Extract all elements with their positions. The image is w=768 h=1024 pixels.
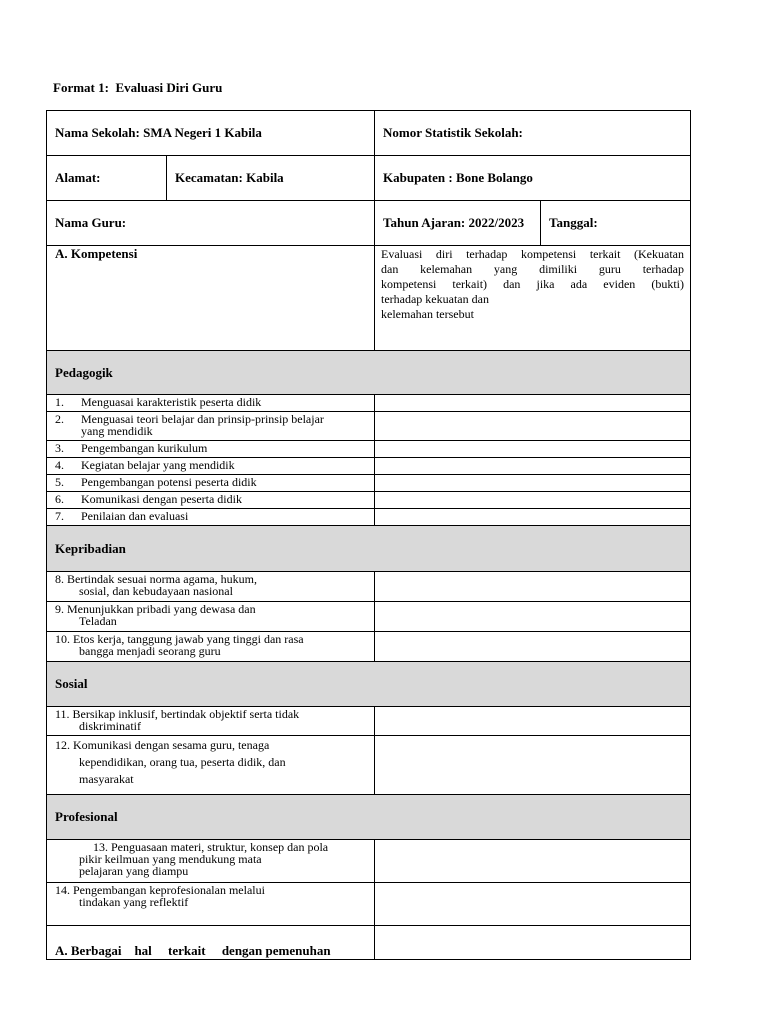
list-item: 8. Bertindak sesuai norma agama, hukum, sosial, dan kebudayaan nasional [46,571,375,602]
evaluation-input-6[interactable] [374,491,691,509]
evaluation-input-3[interactable] [374,440,691,458]
alamat-cell: Alamat: [46,155,167,201]
kecamatan-cell: Kecamatan: Kabila [166,155,375,201]
footer-row-cell[interactable] [374,925,691,960]
section-pedagogik: Pedagogik [46,350,691,395]
tanggal-cell: Tanggal: [540,200,691,246]
list-item: 1. Menguasai karakteristik peserta didik [46,394,375,412]
list-item: 9. Menunjukkan pribadi yang dewasa dan Teladan [46,601,375,632]
kabupaten-cell: Kabupaten : Bone Bolango [374,155,691,201]
list-item: 10. Etos kerja, tanggung jawab yang tinggi dan rasa bangga menjadi seorang guru [46,631,375,662]
section-kepribadian: Kepribadian [46,525,691,572]
evaluation-input-5[interactable] [374,474,691,492]
evaluation-input-10[interactable] [374,631,691,662]
list-item: 5. Pengembangan potensi peserta didik [46,474,375,492]
list-item: 11. Bersikap inklusif, bertindak objektif serta tidak diskriminatif [46,706,375,736]
list-item: 2. Menguasai teori belajar dan prinsip-prinsip belajar yang mendidik [46,411,375,441]
evaluation-input-4[interactable] [374,457,691,475]
evaluation-input-8[interactable] [374,571,691,602]
evaluation-input-14[interactable] [374,882,691,926]
list-item: 12. Komunikasi dengan sesama guru, tenaga kependidikan, orang tua, peserta didik, dan masyarakat [46,735,375,795]
list-item: 6. Komunikasi dengan peserta didik [46,491,375,509]
evaluation-table [46,110,691,960]
evaluation-input-1[interactable] [374,394,691,412]
nama-guru-cell: Nama Guru: [46,200,375,246]
list-item: 13. Penguasaan materi, struktur, konsep dan pola pikir keilmuan yang mendukung mata pelajaran yang diampu [46,839,375,883]
document-title: Format 1: Evaluasi Diri Guru [53,80,223,95]
list-item: 4. Kegiatan belajar yang mendidik [46,457,375,475]
section-sosial: Sosial [46,661,691,707]
section-profesional: Profesional [46,794,691,840]
kompetensi-label: A. Kompetensi [46,245,375,351]
evaluation-input-13[interactable] [374,839,691,883]
evaluation-input-7[interactable] [374,508,691,526]
evaluation-input-12[interactable] [374,735,691,795]
kompetensi-description: Evaluasi diri terhadap kompetensi terkait (Kekuatan dan kelemahan yang dimiliki guru terhadap kompetensi terkait) dan jika ada eviden (bukti) terhadap kekuatan dan kelemahan tersebut [374,245,691,351]
evaluation-input-2[interactable] [374,411,691,441]
nama-sekolah-cell: Nama Sekolah: SMA Negeri 1 Kabila [46,110,375,156]
evaluation-input-9[interactable] [374,601,691,632]
list-item: 7. Penilaian dan evaluasi [46,508,375,526]
list-item: 14. Pengembangan keprofesionalan melalui tindakan yang reflektif [46,882,375,926]
list-item: 3. Pengembangan kurikulum [46,440,375,458]
tahun-ajaran-cell: Tahun Ajaran: 2022/2023 [374,200,541,246]
evaluation-input-11[interactable] [374,706,691,736]
nomor-statistik-cell: Nomor Statistik Sekolah: [374,110,691,156]
footer-row-label: A. Berbagai hal terkait dengan pemenuhan [46,925,375,960]
